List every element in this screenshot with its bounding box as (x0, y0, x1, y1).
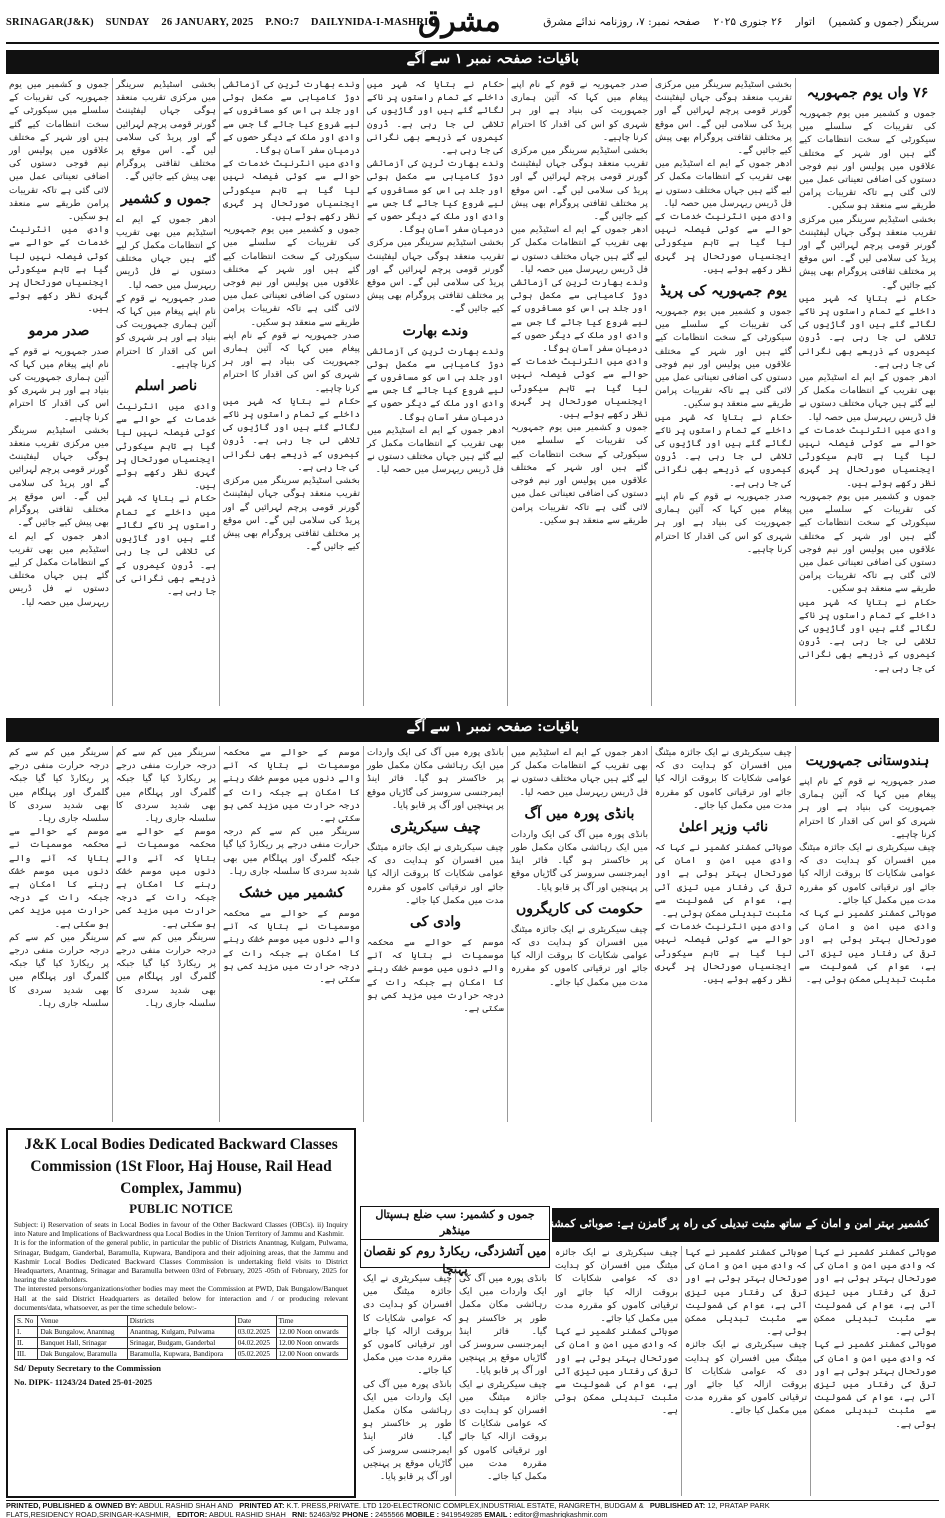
headline-bandipora-fire: بانڈی پورہ میں آگ (524, 805, 635, 822)
column-3 (552, 1246, 681, 1496)
table-cell: Dak Bungalow, Baramulla (38, 1349, 127, 1360)
article-text: وادی میں انٹرنیٹ خدمات کے حوالے سے کوئی فیصلہ نہیں لیا گیا ہے تاہم سیکورٹی ایجنسیاں صورتحال پر گہری نظر رکھے ہوئے ہیں۔ (655, 921, 792, 986)
rni: 52463/92 (309, 1510, 341, 1518)
article-text: صوبائی کمشنر کشمیر نے کہا کہ وادی میں امن و امان کی صورتحال بہتر ہوئی ہے اور ترقی کی رفتار میں تیزی آئی ہے، عوام کی شمولیت سے مثبت تبدیلی ممکن ہوئی ہے۔ (799, 908, 936, 986)
table-header: Date (235, 1316, 276, 1327)
column-5 (219, 78, 363, 706)
table-cell: 05.02.2025 (235, 1349, 276, 1360)
article-text: صوبائی کمشنر کشمیر نے کہا کہ وادی میں امن و امان کی صورتحال بہتر ہوئی ہے اور ترقی کی رفتار میں تیزی آئی ہے، عوام کی شمولیت سے مثبت تبدیلی ممکن ہوئی ہے۔ (685, 1247, 807, 1338)
owner: ABDUL RASHID SHAH AND (138, 1501, 234, 1510)
table-cell: 03.02.2025 (235, 1327, 276, 1338)
headline-govt-artisans: حکومت کی کاریگروں (515, 900, 644, 917)
article-text: ادھر جموں کے ایم اے اسٹیڈیم میں بھی تقریب کے انتظامات مکمل کر لیے گئے ہیں جہاں مختلف دستوں نے فل ڈریس ریہرسل میں حصہ لیا۔ (799, 372, 936, 423)
table-header: S. No (15, 1316, 38, 1327)
table-header: Venue (38, 1316, 127, 1327)
article-text: جموں و کشمیر میں یوم جمہوریہ کی تقریبات کے سلسلے میں سیکورٹی کے سخت انتظامات کیے گئے ہیں اور شہر کے مختلف علاقوں میں پولیس اور نیم فوجی دستوں کی اضافی تعیناتی عمل میں لائی گئی ہے تاکہ تقریبات پرامن طریقے سے منعقد ہو سکیں۔ (223, 224, 360, 328)
article-text: چیف سیکریٹری نے ایک جائزہ میٹنگ میں افسران کو ہدایت دی کہ عوامی شکایات کا بروقت ازالہ کیا جائے اور ترقیاتی کاموں کو مقررہ مدت میں مکمل کیا جائے۔ (363, 1273, 452, 1377)
boxed-story-columns (360, 1272, 550, 1496)
table-cell: 12.00 Noon onwards (276, 1327, 347, 1338)
headline-kashmir-dry: کشمیر میں خشک (239, 885, 344, 902)
article-text: چیف سیکریٹری نے ایک جائزہ میٹنگ میں افسران کو ہدایت دی کہ عوامی شکایات کا بروقت ازالہ کیا جائے اور ترقیاتی کاموں کو مقررہ مدت میں مکمل کیا جائے۔ (555, 1247, 678, 1325)
mobile: 9419549285 (441, 1510, 483, 1518)
masthead-urdu-location: سرینگر (جموں و کشمیر) (828, 16, 939, 28)
masthead-page: P.NO:7 (265, 17, 300, 28)
published-label: PUBLISHED AT: (649, 1501, 706, 1510)
section-band-title: باقیات: صفحہ نمبر ۱ سے آگے (406, 51, 579, 67)
table-cell: II. (15, 1338, 38, 1349)
article-text: بخشی اسٹیڈیم سرینگر میں مرکزی تقریب منعقد ہوگی جہاں لیفٹیننٹ گورنر قومی پرچم لہرائیں گے اور پریڈ کی سلامی لیں گے۔ اس موقع پر مختلف ثقافتی پروگرام بھی پیش کیے جائیں گے۔ (9, 424, 109, 529)
schedule-table (14, 1315, 348, 1360)
masthead-urdu (533, 16, 939, 28)
column-1 (455, 1272, 550, 1496)
column-2 (651, 746, 795, 1122)
article-text: بانڈی پورہ میں آگ کی ایک واردات میں ایک رہائشی مکان مکمل طور پر خاکستر ہو گیا۔ فائر اینڈ ایمرجنسی سروسز کی گاڑیاں موقع پر پہنچیں اور آگ پر قابو پایا۔ (363, 1378, 452, 1483)
article-text: چیف سیکریٹری نے ایک جائزہ میٹنگ میں افسران کو ہدایت دی کہ عوامی شکایات کا بروقت ازالہ کیا جائے اور ترقیاتی کاموں کو مقررہ مدت میں مکمل کیا جائے۔ (655, 747, 792, 811)
article-text: حکام نے بتایا کہ شہر میں داخلے کے تمام راستوں پر ناکے لگائے گئے ہیں اور گاڑیوں کی تلاشی لی جا رہی ہے۔ ڈرون کیمروں کے ذریعے بھی نگرانی کی جا رہی ہے۔ (799, 596, 936, 674)
article-text: صوبائی کمشنر کشمیر نے کہا کہ وادی میں امن و امان کی صورتحال بہتر ہوئی ہے اور ترقی کی رفتار میں تیزی آئی ہے، عوام کی شمولیت سے مثبت تبدیلی ممکن ہوئی ہے۔ (655, 842, 792, 920)
article-text: بانڈی پورہ میں آگ کی ایک واردات میں ایک رہائشی مکان مکمل طور پر خاکستر ہو گیا۔ فائر اینڈ ایمرجنسی سروسز کی گاڑیاں موقع پر پہنچیں اور آگ پر قابو پایا۔ (511, 828, 648, 893)
article-text: وادی میں انٹرنیٹ خدمات کے حوالے سے کوئی فیصلہ نہیں لیا گیا ہے تاہم سیکورٹی ایجنسیاں صورتحال پر گہری نظر رکھے ہوئے ہیں۔ (799, 424, 936, 489)
article-text: وادی میں انٹرنیٹ خدمات کے حوالے سے کوئی فیصلہ نہیں لیا گیا ہے تاہم سیکورٹی ایجنسیاں صورتحال پر گہری نظر رکھے ہوئے ہیں۔ (511, 356, 648, 421)
masthead-location: SRINAGAR(J&K) (6, 17, 94, 28)
column-5 (219, 746, 363, 1122)
article-text: سرینگر میں کم سے کم درجہ حرارت منفی درجے پر ریکارڈ کیا گیا جبکہ گلمرگ اور پہلگام میں بھی شدید سردی کا سلسلہ جاری رہا۔ (9, 747, 109, 825)
article-text: ادھر جموں کے ایم اے اسٹیڈیم میں بھی تقریب کے انتظامات مکمل کر لیے گئے ہیں جہاں مختلف دستوں نے فل ڈریس ریہرسل میں حصہ لیا۔ (511, 224, 648, 275)
article-text: موسم کے حوالے سے محکمہ موسمیات نے بتایا کہ آنے والے دنوں میں موسم خشک رہنے کا امکان ہے جبکہ رات کے درجہ حرارت میں مزید کمی ہو سکتی ہے۔ (9, 826, 109, 930)
table-cell: Baramulla, Kupwara, Bandipora (127, 1349, 235, 1360)
column-7 (6, 746, 112, 1122)
column-1 (795, 746, 939, 1122)
article-text: بخشی اسٹیڈیم سرینگر میں مرکزی تقریب منعقد ہوگی جہاں لیفٹیننٹ گورنر قومی پرچم لہرائیں گے اور پریڈ کی سلامی لیں گے۔ اس موقع پر مختلف ثقافتی پروگرام بھی پیش کیے جائیں گے۔ (116, 79, 216, 183)
headline-nasir-aslam: ناصر اسلم (134, 378, 198, 395)
column-7 (6, 78, 112, 706)
masthead-day: SUNDAY (105, 17, 150, 28)
article-text: صدر جمہوریہ نے قوم کے نام اپنے پیغام میں کہا کہ آئین ہماری جمہوریت کی بنیاد ہے اور ہر شہری کو اس کی اقدار کا احترام کرنا چاہیے۔ (511, 79, 648, 143)
table-cell: 12.00 Noon onwards (276, 1338, 347, 1349)
article-text: صوبائی کمشنر کشمیر نے کہا کہ وادی میں امن و امان کی صورتحال بہتر ہوئی ہے اور ترقی کی رفتار میں تیزی آئی ہے، عوام کی شمولیت سے مثبت تبدیلی ممکن ہوئی ہے۔ (555, 1326, 678, 1417)
printed-at-label: PRINTED AT: (239, 1501, 285, 1510)
article-text: ادھر جموں کے ایم اے اسٹیڈیم میں بھی تقریب کے انتظامات مکمل کر لیے گئے ہیں جہاں مختلف دستوں نے فل ڈریس ریہرسل میں حصہ لیا۔ (655, 158, 792, 209)
boxed-story-headline: میں آتشزدگی، ریکارڈ روم کو نقصان پہنچا (363, 1244, 547, 1276)
article-text: صدر جمہوریہ نے قوم کے نام اپنے پیغام میں کہا کہ آئین ہماری جمہوریت کی بنیاد ہے اور ہر شہری کو اس کی اقدار کا احترام کرنا چاہیے۔ (223, 329, 360, 394)
article-text: وندے بھارت ٹرین کی آزمائشی دوڑ کامیابی سے مکمل ہوئی اور جلد ہی اس کو مسافروں کے لیے شروع کیا جائے گا جس سے وادی اور ملک کے دیگر حصوں کے درمیان سفر آسان ہوگا۔ (223, 79, 360, 157)
printed-label: PRINTED, PUBLISHED & OWNED BY: (6, 1501, 138, 1510)
table-cell: Srinagar, Budgam, Ganderbal (127, 1338, 235, 1349)
article-text: بانڈی پورہ میں آگ کی ایک واردات میں ایک رہائشی مکان مکمل طور پر خاکستر ہو گیا۔ فائر اینڈ ایمرجنسی سروسز کی گاڑیاں موقع پر پہنچیں اور آگ پر قابو پایا۔ (367, 747, 504, 811)
article-text: صدر جمہوریہ نے قوم کے نام اپنے پیغام میں کہا کہ آئین ہماری جمہوریت کی بنیاد ہے اور ہر شہری کو اس کی اقدار کا احترام کرنا چاہیے۔ (9, 345, 109, 423)
middle-columns (6, 746, 939, 1122)
article-text: بخشی اسٹیڈیم سرینگر میں مرکزی تقریب منعقد ہوگی جہاں لیفٹیننٹ گورنر قومی پرچم لہرائیں گے اور پریڈ کی سلامی لیں گے۔ اس موقع پر مختلف ثقافتی پروگرام بھی پیش کیے جائیں گے۔ (511, 145, 648, 223)
column-6 (112, 78, 219, 706)
article-text: ادھر جموں کے ایم اے اسٹیڈیم میں بھی تقریب کے انتظامات مکمل کر لیے گئے ہیں جہاں مختلف دستوں نے فل ڈریس ریہرسل میں حصہ لیا۔ (367, 424, 504, 476)
article-text: چیف سیکریٹری نے ایک جائزہ میٹنگ میں افسران کو ہدایت دی کہ عوامی شکایات کا بروقت ازالہ کیا جائے اور ترقیاتی کاموں کو مقررہ مدت میں مکمل کیا جائے۔ (459, 1378, 547, 1483)
column-6 (112, 746, 219, 1122)
article-text: موسم کے حوالے سے محکمہ موسمیات نے بتایا کہ آنے والے دنوں میں موسم خشک رہنے کا امکان ہے جبکہ رات کے درجہ حرارت میں مزید کمی ہو سکتی ہے۔ (367, 937, 504, 1015)
email-link[interactable]: editor@mashriqkashmir.com (513, 1510, 608, 1518)
headline-republic-day: ۷۶ واں یوم جمہوریہ (806, 85, 929, 101)
column-2 (360, 1272, 455, 1496)
article-text: وادی میں انٹرنیٹ خدمات کے حوالے سے کوئی فیصلہ نہیں لیا گیا ہے تاہم سیکورٹی ایجنسیاں صورتحال پر گہری نظر رکھے ہوئے ہیں۔ (116, 401, 216, 492)
notice-body: It is for the information of the general public, in particular the public of Districts Anantnag, Kulgam, Pulwama, Srinagar, Budgam, Ganderbal, Baramulla, Kupwara, Bandipora and their adjoining areas, that the Jammu and Kashmir Local Bodies Dedicated Backward Classes Commission is undertaking field visits to District Headquarters, Anantnag, Srinagar and Baramulla between 03rd of February, 2025 -05th of February, 2025 for hearing the stakeholders. (14, 1238, 348, 1285)
article-text: جموں و کشمیر میں یوم جمہوریہ کی تقریبات کے سلسلے میں سیکورٹی کے سخت انتظامات کیے گئے ہیں اور شہر کے مختلف علاقوں میں پولیس اور نیم فوجی دستوں کی اضافی تعیناتی عمل میں لائی گئی ہے تاکہ تقریبات پرامن طریقے سے منعقد ہو سکیں۔ (9, 79, 109, 223)
column-2 (681, 1246, 810, 1496)
table-cell: III. (15, 1349, 38, 1360)
phone-label: PHONE : (342, 1510, 373, 1518)
headline-valley: وادی کی (409, 914, 462, 931)
editor-label: EDITOR: (176, 1510, 208, 1518)
article-text: جموں و کشمیر میں یوم جمہوریہ کی تقریبات کے سلسلے میں سیکورٹی کے سخت انتظامات کیے گئے ہیں اور شہر کے مختلف علاقوں میں پولیس اور نیم فوجی دستوں کی اضافی تعیناتی عمل میں لائی گئی ہے تاکہ تقریبات پرامن طریقے سے منعقد ہو سکیں۔ (655, 306, 792, 410)
imprint-footer (6, 1500, 939, 1518)
column-3 (507, 746, 651, 1122)
imprint-line-1 (6, 1501, 939, 1510)
published-at: 12, PRATAP PARK (707, 1501, 770, 1510)
article-text: حکام نے بتایا کہ شہر میں داخلے کے تمام راستوں پر ناکے لگائے گئے ہیں اور گاڑیوں کی تلاشی لی جا رہی ہے۔ ڈرون کیمروں کے ذریعے بھی نگرانی کی جا رہی ہے۔ (116, 493, 216, 597)
headline-strip (510, 1208, 939, 1242)
table-header: Districts (127, 1316, 235, 1327)
article-text: چیف سیکریٹری نے ایک جائزہ میٹنگ میں افسران کو ہدایت دی کہ عوامی شکایات کا بروقت ازالہ کیا جائے اور ترقیاتی کاموں کو مقررہ مدت میں مکمل کیا جائے۔ (367, 842, 504, 906)
headline-jammu-kashmir: جموں و کشمیر (121, 190, 211, 207)
article-text: جموں و کشمیر میں یوم جمہوریہ کی تقریبات کے سلسلے میں سیکورٹی کے سخت انتظامات کیے گئے ہیں اور شہر کے مختلف علاقوں میں پولیس اور نیم فوجی دستوں کی اضافی تعیناتی عمل میں لائی گئی ہے تاکہ تقریبات پرامن طریقے سے منعقد ہو سکیں۔ (799, 108, 936, 212)
headline-chief-secretary: چیف سیکریٹری (390, 819, 481, 836)
editor: ABDUL RASHID SHAH (208, 1510, 286, 1518)
headline-indian-democracy: ہندوستانی جمہوریت (805, 753, 930, 769)
article-text: وادی میں انٹرنیٹ خدمات کے حوالے سے کوئی فیصلہ نہیں لیا گیا ہے تاہم سیکورٹی ایجنسیاں صورتحال پر گہری نظر رکھے ہوئے ہیں۔ (223, 158, 360, 223)
article-text: حکام نے بتایا کہ شہر میں داخلے کے تمام راستوں پر ناکے لگائے گئے ہیں اور گاڑیوں کی تلاشی لی جا رہی ہے۔ ڈرون کیمروں کے ذریعے بھی نگرانی کی جا رہی ہے۔ (799, 292, 936, 370)
article-text: ادھر جموں کے ایم اے اسٹیڈیم میں بھی تقریب کے انتظامات مکمل کر لیے گئے ہیں جہاں مختلف دستوں نے فل ڈریس ریہرسل میں حصہ لیا۔ (116, 213, 216, 291)
table-header-row (15, 1316, 348, 1327)
article-text: حکام نے بتایا کہ شہر میں داخلے کے تمام راستوں پر ناکے لگائے گئے ہیں اور گاڑیوں کی تلاشی لی جا رہی ہے۔ ڈرون کیمروں کے ذریعے بھی نگرانی کی جا رہی ہے۔ (367, 79, 504, 157)
article-text: صوبائی کمشنر کشمیر نے کہا کہ وادی میں امن و امان کی صورتحال بہتر ہوئی ہے اور ترقی کی رفتار میں تیزی آئی ہے، عوام کی شمولیت سے مثبت تبدیلی ممکن ہوئی ہے۔ (814, 1339, 936, 1430)
article-text: بخشی اسٹیڈیم سرینگر میں مرکزی تقریب منعقد ہوگی جہاں لیفٹیننٹ گورنر قومی پرچم لہرائیں گے اور پریڈ کی سلامی لیں گے۔ اس موقع پر مختلف ثقافتی پروگرام بھی پیش کیے جائیں گے۔ (799, 213, 936, 291)
article-text: صدر جمہوریہ نے قوم کے نام اپنے پیغام میں کہا کہ آئین ہماری جمہوریت کی بنیاد ہے اور ہر شہری کو اس کی اقدار کا احترام کرنا چاہیے۔ (116, 292, 216, 370)
email-label: EMAIL : (484, 1510, 512, 1518)
table-row (15, 1338, 348, 1349)
table-cell: Banquet Hall, Srinagar (38, 1338, 127, 1349)
article-text: چیف سیکریٹری نے ایک جائزہ میٹنگ میں افسران کو ہدایت دی کہ عوامی شکایات کا بروقت ازالہ کیا جائے اور ترقیاتی کاموں کو مقررہ مدت میں مکمل کیا جائے۔ (511, 923, 648, 988)
article-text: سرینگر میں کم سے کم درجہ حرارت منفی درجے پر ریکارڈ کیا گیا جبکہ گلمرگ اور پہلگام میں بھی شدید سردی کا سلسلہ جاری رہا۔ (223, 826, 360, 877)
article-text: سرینگر میں کم سے کم درجہ حرارت منفی درجے پر ریکارڈ کیا گیا جبکہ گلمرگ اور پہلگام میں بھی شدید سردی کا سلسلہ جاری رہا۔ (116, 931, 216, 1009)
table-cell: 12.00 Noon onwards (276, 1349, 347, 1360)
article-text: موسم کے حوالے سے محکمہ موسمیات نے بتایا کہ آنے والے دنوں میں موسم خشک رہنے کا امکان ہے جبکہ رات کے درجہ حرارت میں مزید کمی ہو سکتی ہے۔ (116, 826, 216, 930)
article-text: حکام نے بتایا کہ شہر میں داخلے کے تمام راستوں پر ناکے لگائے گئے ہیں اور گاڑیوں کی تلاشی لی جا رہی ہے۔ ڈرون کیمروں کے ذریعے بھی نگرانی کی جا رہی ہے۔ (223, 395, 360, 473)
article-text: ادھر جموں کے ایم اے اسٹیڈیم میں بھی تقریب کے انتظامات مکمل کر لیے گئے ہیں جہاں مختلف دستوں نے فل ڈریس ریہرسل میں حصہ لیا۔ (511, 747, 648, 798)
notice-body: The interested persons/organizations/other bodies may meet the Commission at PWD, Dak Bungalow/Banquet Hall at the said District Headquarters as detailed below for interaction and / or producing relevant documents/data, whatsoever, as per the time schedule below:- (14, 1284, 348, 1312)
article-text: وادی میں انٹرنیٹ خدمات کے حوالے سے کوئی فیصلہ نہیں لیا گیا ہے تاہم سیکورٹی ایجنسیاں صورتحال پر گہری نظر رکھے ہوئے ہیں۔ (655, 211, 792, 275)
article-text: صدر جمہوریہ نے قوم کے نام اپنے پیغام میں کہا کہ آئین ہماری جمہوریت کی بنیاد ہے اور ہر شہری کو اس کی اقدار کا احترام کرنا چاہیے۔ (799, 776, 936, 840)
article-text: صدر جمہوریہ نے قوم کے نام اپنے پیغام میں کہا کہ آئین ہماری جمہوریت کی بنیاد ہے اور ہر شہری کو اس کی اقدار کا احترام کرنا چاہیے۔ (655, 490, 792, 555)
headline-strip-text: کشمیر بہتر امن و امان کے ساتھ مثبت تبدیلی کی راہ پر گامزن ہے: صوبائی کمشنر کشمیر (510, 1217, 929, 1230)
masthead (6, 4, 939, 44)
headline-wande-bharat: وندے بھارت (402, 322, 469, 339)
mobile-label: MOBILE : (405, 1510, 440, 1518)
rni-label: RNI: (292, 1510, 308, 1518)
article-text: جموں و کشمیر میں یوم جمہوریہ کی تقریبات کے سلسلے میں سیکورٹی کے سخت انتظامات کیے گئے ہیں اور شہر کے مختلف علاقوں میں پولیس اور نیم فوجی دستوں کی اضافی تعیناتی عمل میں لائی گئی ہے تاکہ تقریبات پرامن طریقے سے منعقد ہو سکیں۔ (511, 422, 648, 526)
notice-subject: Subject: i) Reservation of seats in Local Bodies in favour of the Other Backward Classes (OBCs). ii) Inquiry into Nature and Implications of Backwardness qua Local Bodies in the Union Territory of Jammu and Kashmir. (14, 1220, 348, 1239)
article-text: جموں و کشمیر میں یوم جمہوریہ کی تقریبات کے سلسلے میں سیکورٹی کے سخت انتظامات کیے گئے ہیں اور شہر کے مختلف علاقوں میں پولیس اور نیم فوجی دستوں کی اضافی تعیناتی عمل میں لائی گئی ہے تاکہ تقریبات پرامن طریقے سے منعقد ہو سکیں۔ (799, 490, 936, 595)
article-text: حکام نے بتایا کہ شہر میں داخلے کے تمام راستوں پر ناکے لگائے گئے ہیں اور گاڑیوں کی تلاشی لی جا رہی ہے۔ ڈرون کیمروں کے ذریعے بھی نگرانی کی جا رہی ہے۔ (655, 411, 792, 489)
notice-subtitle: PUBLIC NOTICE (129, 1201, 233, 1216)
section-band-middle (6, 718, 939, 742)
article-text: وادی میں انٹرنیٹ خدمات کے حوالے سے کوئی فیصلہ نہیں لیا گیا ہے تاہم سیکورٹی ایجنسیاں صورتحال پر گہری نظر رکھے ہوئے ہیں۔ (9, 224, 109, 315)
article-text: موسم کے حوالے سے محکمہ موسمیات نے بتایا کہ آنے والے دنوں میں موسم خشک رہنے کا امکان ہے جبکہ رات کے درجہ حرارت میں مزید کمی ہو سکتی ہے۔ (223, 747, 360, 825)
column-4 (363, 746, 507, 1122)
headline-deputy-cm: نائب وزیر اعلیٰ (678, 819, 769, 836)
article-text: ادھر جموں کے ایم اے اسٹیڈیم میں بھی تقریب کے انتظامات مکمل کر لیے گئے ہیں جہاں مختلف دستوں نے فل ڈریس ریہرسل میں حصہ لیا۔ (9, 530, 109, 608)
boxed-story (360, 1206, 550, 1276)
top-columns (6, 78, 939, 706)
article-text: وندے بھارت ٹرین کی آزمائشی دوڑ کامیابی سے مکمل ہوئی اور جلد ہی اس کو مسافروں کے لیے شروع کیا جائے گا جس سے وادی اور ملک کے دیگر حصوں کے درمیان سفر آسان ہوگا۔ (367, 345, 504, 423)
column-2 (651, 78, 795, 706)
address: FLATS,RESIDENCY ROAD,SRINGAR-KASHMIR, (6, 1510, 171, 1518)
masthead-paper: DAILYNIDA-I-MASHRIQ (310, 17, 437, 28)
masthead-english (6, 17, 446, 28)
newspaper-logo: مشرق (418, 4, 501, 39)
article-text: صوبائی کمشنر کشمیر نے کہا کہ وادی میں امن و امان کی صورتحال بہتر ہوئی ہے اور ترقی کی رفتار میں تیزی آئی ہے، عوام کی شمولیت سے مثبت تبدیلی ممکن ہوئی ہے۔ (814, 1247, 936, 1338)
imprint-line-2 (6, 1510, 939, 1518)
article-text: وندے بھارت ٹرین کی آزمائشی دوڑ کامیابی سے مکمل ہوئی اور جلد ہی اس کو مسافروں کے لیے شروع کیا جائے گا جس سے وادی اور ملک کے دیگر حصوں کے درمیان سفر آسان ہوگا۔ (367, 158, 504, 236)
table-row (15, 1327, 348, 1338)
article-text: سرینگر میں کم سے کم درجہ حرارت منفی درجے پر ریکارڈ کیا گیا جبکہ گلمرگ اور پہلگام میں بھی شدید سردی کا سلسلہ جاری رہا۔ (116, 747, 216, 825)
section-band-title: باقیات: صفحہ نمبر ۱ سے آگے (406, 719, 579, 735)
column-1 (795, 78, 939, 706)
column-1 (810, 1246, 939, 1496)
phone: 2455566 (375, 1510, 404, 1518)
notice-signature: Sd/ Deputy Secretary to the Commission (14, 1363, 161, 1374)
notice-reference: No. DIPK- 11243/24 Dated 25-01-2025 (14, 1376, 153, 1387)
table-cell: I. (15, 1327, 38, 1338)
boxed-story-kicker: جموں و کشمیر: سب ضلع ہسپتال مینڈھر (361, 1207, 549, 1240)
table-cell: 04.02.2025 (235, 1338, 276, 1349)
table-cell: Dak Bungalow, Anantnag (38, 1327, 127, 1338)
column-4 (363, 78, 507, 706)
article-text: سرینگر میں کم سے کم درجہ حرارت منفی درجے پر ریکارڈ کیا گیا جبکہ گلمرگ اور پہلگام میں بھی شدید سردی کا سلسلہ جاری رہا۔ (9, 931, 109, 1009)
article-text: بخشی اسٹیڈیم سرینگر میں مرکزی تقریب منعقد ہوگی جہاں لیفٹیننٹ گورنر قومی پرچم لہرائیں گے اور پریڈ کی سلامی لیں گے۔ اس موقع پر مختلف ثقافتی پروگرام بھی پیش کیے جائیں گے۔ (655, 79, 792, 157)
table-row (15, 1349, 348, 1360)
printed-at: K.T. PRESS,PRIVATE. LTD 120-ELECTRONIC COMPLEX,INDUSTRIAL ESTATE, RANGRETH, BUDGAM & (286, 1501, 644, 1510)
article-text: چیف سیکریٹری نے ایک جائزہ میٹنگ میں افسران کو ہدایت دی کہ عوامی شکایات کا بروقت ازالہ کیا جائے اور ترقیاتی کاموں کو مقررہ مدت میں مکمل کیا جائے۔ (685, 1339, 807, 1417)
table-header: Time (276, 1316, 347, 1327)
article-text: موسم کے حوالے سے محکمہ موسمیات نے بتایا کہ آنے والے دنوں میں موسم خشک رہنے کا امکان ہے جبکہ رات کے درجہ حرارت میں مزید کمی ہو سکتی ہے۔ (223, 908, 360, 986)
headline-parade: یوم جمہوریہ کی پریڈ (660, 283, 787, 300)
section-band-top (6, 50, 939, 74)
public-notice (6, 1128, 356, 1498)
article-text: بخشی اسٹیڈیم سرینگر میں مرکزی تقریب منعقد ہوگی جہاں لیفٹیننٹ گورنر قومی پرچم لہرائیں گے اور پریڈ کی سلامی لیں گے۔ اس موقع پر مختلف ثقافتی پروگرام بھی پیش کیے جائیں گے۔ (367, 237, 504, 315)
article-text: چیف سیکریٹری نے ایک جائزہ میٹنگ میں افسران کو ہدایت دی کہ عوامی شکایات کا بروقت ازالہ کیا جائے اور ترقیاتی کاموں کو مقررہ مدت میں مکمل کیا جائے۔ (799, 842, 936, 906)
strip-story-columns (552, 1246, 939, 1496)
article-text: بخشی اسٹیڈیم سرینگر میں مرکزی تقریب منعقد ہوگی جہاں لیفٹیننٹ گورنر قومی پرچم لہرائیں گے اور پریڈ کی سلامی لیں گے۔ اس موقع پر مختلف ثقافتی پروگرام بھی پیش کیے جائیں گے۔ (223, 475, 360, 553)
column-3 (507, 78, 651, 706)
masthead-urdu-page: صفحہ نمبر: ۷، روزنامہ ندائے مشرق (543, 16, 701, 28)
article-text: وندے بھارت ٹرین کی آزمائشی دوڑ کامیابی سے مکمل ہوئی اور جلد ہی اس کو مسافروں کے لیے شروع کیا جائے گا جس سے وادی اور ملک کے دیگر حصوں کے درمیان سفر آسان ہوگا۔ (511, 277, 648, 355)
headline-sadr-marmu: صدر مرمو (28, 322, 90, 339)
masthead-urdu-date: ۲۶ جنوری ۲۰۲۵ (713, 16, 783, 28)
article-text: بانڈی پورہ میں آگ کی ایک واردات میں ایک رہائشی مکان مکمل طور پر خاکستر ہو گیا۔ فائر اینڈ ایمرجنسی سروسز کی گاڑیاں موقع پر پہنچیں اور آگ پر قابو پایا۔ (459, 1273, 547, 1377)
masthead-date: 26 JANUARY, 2025 (161, 17, 254, 28)
table-cell: Anantnag, Kulgam, Pulwama (127, 1327, 235, 1338)
notice-title: J&K Local Bodies Dedicated Backward Classes Commission (1St Floor, Haj House, Rail Head Complex, Jammu) (24, 1136, 338, 1197)
masthead-urdu-day: اتوار (795, 16, 815, 28)
